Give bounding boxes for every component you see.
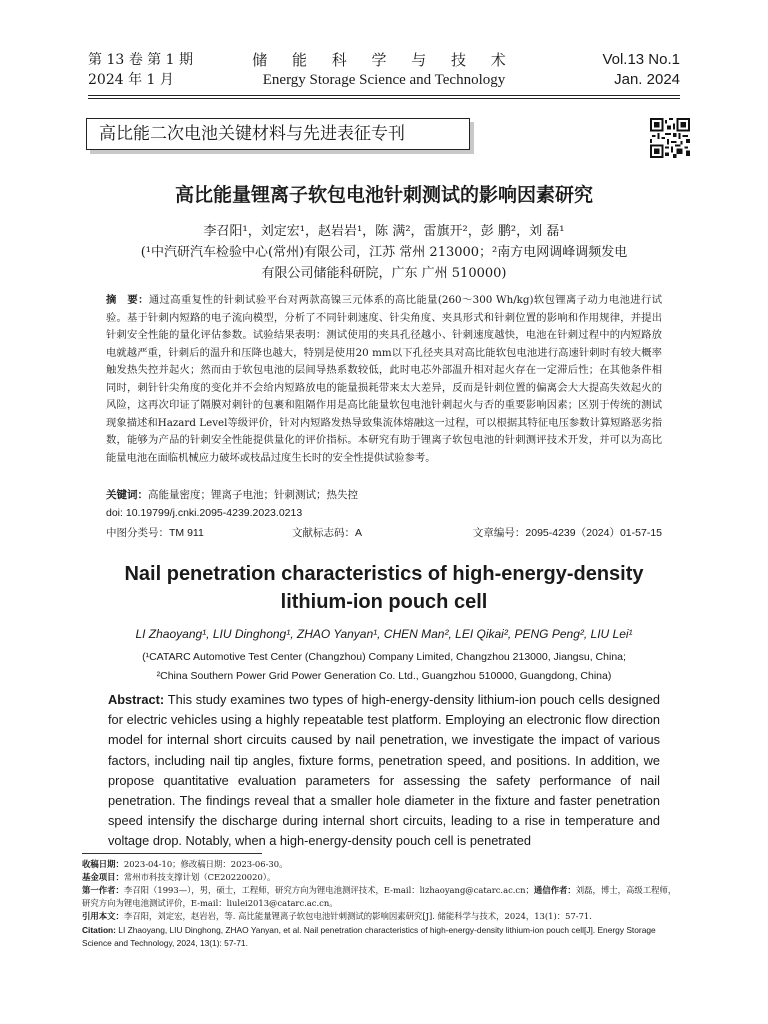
article-number xyxy=(473,525,662,540)
clc-value: TM 911 xyxy=(169,527,204,539)
clc-label: 中图分类号： xyxy=(106,527,169,539)
abstract-cn-text: 通过高重复性的针刺试验平台对两款高镍三元体系的高比能量(260～300 Wh/kg)软包锂离子动力电池进行试验。基于针刺内短路的电子流向模型，分析了不同针刺速度、针尖角度、夹具形式和针刺位置的影响和作用规律，并提出针刺安全性能的量化评估参数。试验结果表明：测试使用的夹具孔径越小、针刺速度越快，电池在针刺过程中的内短路放电就越严重，针刺后的温升和压降也越大，特别是使用20 mm以下孔径夹具对高比能软包电池进行高速针刺时有较大概率触发热失控并起火；然而由于软包电池的层间导热系数较低，此时电芯外部温升相对起火存在一定滞后性；在其他条件相同时，刺针针尖角度的变化并不会给内短路放电的能量损耗带来太大差异，反而是针刺位置的偏离会大大提高失效起火的风险，这再次印证了隔膜对刺针的包裹和阻隔作用是高比能量软包电池针刺起火与否的重要影响因素；区别于传统的测试现象描述和Hazard Level等级评价，针对内短路发热导致集流体熔融这一过程，可以根据其特征电压参数计算短路恶劣指数，能够为产品的针刺安全性能提供量化的评价指标。本研究有助于锂离子软包电池的针刺测评技术开发，并可以为高比能量电池在面临机械应力破坏或枝晶过度生长时的安全性提供试验参考。 xyxy=(106,294,662,464)
footnote-cite-cn xyxy=(82,910,682,923)
authors-cn: 李召阳¹，刘定宏¹，赵岩岩¹，陈 满²，雷旗开²，彭 鹏²，刘 磊¹ xyxy=(203,224,565,239)
journal-name-en: Energy Storage Science and Technology xyxy=(262,72,506,88)
article-no-value: 2095-4239（2024）01-57-15 xyxy=(525,527,662,539)
affiliation-cn-line2: 有限公司储能科研院，广东 广州 510000) xyxy=(261,266,507,281)
affiliation-cn-line1: (¹中汽研汽车检验中心(常州)有限公司，江苏 常州 213000；²南方电网调峰调频发电 xyxy=(140,245,628,260)
header-volume-en xyxy=(602,50,680,90)
cite-cn-text: 李召阳，刘定宏，赵岩岩，等. 高比能量锂离子软包电池针刺测试的影响因素研究[J]. 储能科学与技术，2024，13(1)：57-71. xyxy=(123,911,592,921)
header-rule-double xyxy=(88,98,680,99)
abstract-en-text: This study examines two types of high-energy-density lithium-ion pouch cells designed for electric vehicles using a highly repeatable test platform. Employing an electronic flow direction model for internal short circuits caused by nail penetration, we investigate the impact of various factors, including nail tip angles, fixture forms, penetration speed, and positions. In addition, we propose quantitative evaluation parameters for assessing the safety performance of nail penetration. The findings reveal that a smaller hole diameter in the fixture and faster penetration speed intensify the discharge during internal short circuits, leading to a rise in temperature and voltage drop. Notably, when a high-energy-density pouch cell is penetrated xyxy=(108,692,660,849)
corresponding-author-label: 通信作者： xyxy=(533,885,576,895)
article-title-en-line2: lithium-ion pouch cell xyxy=(280,591,488,613)
article-no-label: 文章编号： xyxy=(472,527,526,539)
doc-code-value: A xyxy=(355,527,363,539)
cite-en-label: Citation: xyxy=(82,925,116,935)
article-title-en xyxy=(0,560,768,616)
keywords-cn xyxy=(106,487,662,504)
volume-cn: 第 13 卷 第 1 期 xyxy=(88,52,193,68)
received-label: 收稿日期： xyxy=(82,859,124,869)
abstract-cn xyxy=(106,292,662,467)
affiliation-cn xyxy=(0,242,768,284)
abstract-en-label: Abstract: xyxy=(108,692,165,707)
special-issue-title: 高比能二次电池关键材料与先进表征专刊 xyxy=(99,124,405,144)
article-title-cn: 高比能量锂离子软包电池针刺测试的影响因素研究 xyxy=(174,184,593,206)
header-rule xyxy=(88,95,680,96)
affiliation-en-line1: (¹CATARC Automotive Test Center (Changzhou) Company Limited, Changzhou 213000, Jiangsu, China; xyxy=(142,651,626,663)
cite-en-text: LI Zhaoyang, LIU Dinghong, ZHAO Yanyan, et al. Nail penetration characteristics of high-energy-density lithium-ion pouch cell[J]. Energy Storage Science and Technology, 2024, 13(1): 57-71. xyxy=(82,925,656,949)
special-issue-banner xyxy=(86,118,470,150)
footnote-authors xyxy=(82,884,682,910)
journal-name-cn: 储 能 科 学 与 技 术 xyxy=(252,51,516,69)
footnote-cite-en xyxy=(82,924,682,950)
authors-en: LI Zhaoyang¹, LIU Dinghong¹, ZHAO Yanyan¹, CHEN Man², LEI Qikai², PENG Peng², LIU Lei¹ xyxy=(135,627,633,641)
date-en: Jan. 2024 xyxy=(614,71,680,88)
footnote-rule xyxy=(82,853,262,854)
clc-number xyxy=(106,525,204,540)
first-author-label: 第一作者： xyxy=(82,885,124,895)
qr-code-icon xyxy=(650,118,690,158)
doi-label: doi: xyxy=(106,507,126,519)
abstract-cn-label: 摘 要： xyxy=(106,295,149,306)
document-code xyxy=(292,525,362,540)
first-author-text: 李召阳（1993—），男，硕士，工程师，研究方向为锂电池测评技术，E-mail：lizhaoyang@catarc.ac.cn； xyxy=(123,885,534,895)
doi-line xyxy=(106,505,662,522)
footnote-fund xyxy=(82,871,682,884)
article-title-en-line1: Nail penetration characteristics of high-energy-density xyxy=(124,563,644,585)
received-dates: 2023-04-10；修改稿日期：2023-06-30。 xyxy=(123,859,288,869)
abstract-en xyxy=(108,690,660,852)
cite-cn-label: 引用本文： xyxy=(82,911,124,921)
volume-en: Vol.13 No.1 xyxy=(602,51,680,68)
date-cn: 2024 年 1 月 xyxy=(88,72,174,88)
fund-text: 常州市科技支撑计划（CE20220020）。 xyxy=(123,872,276,882)
corresponding-author-text: 刘磊，博士，高级工程师，研究方向为锂电池测试评价，E-mail：liulei2013@catarc.ac.cn。 xyxy=(82,885,677,909)
affiliation-en xyxy=(0,648,768,686)
doi-value: 10.19799/j.cnki.2095-4239.2023.0213 xyxy=(125,507,303,519)
keywords-cn-label: 关键词： xyxy=(106,489,148,501)
fund-label: 基金项目： xyxy=(82,872,124,882)
doc-code-label: 文献标志码： xyxy=(292,527,355,539)
affiliation-en-line2: ²China Southern Power Grid Power Generation Co. Ltd., Guangzhou 510000, Guangdong, China) xyxy=(156,670,612,682)
keywords-cn-text: 高能量密度；锂离子电池；针刺测试；热失控 xyxy=(148,489,358,501)
footnote-received xyxy=(82,858,682,871)
